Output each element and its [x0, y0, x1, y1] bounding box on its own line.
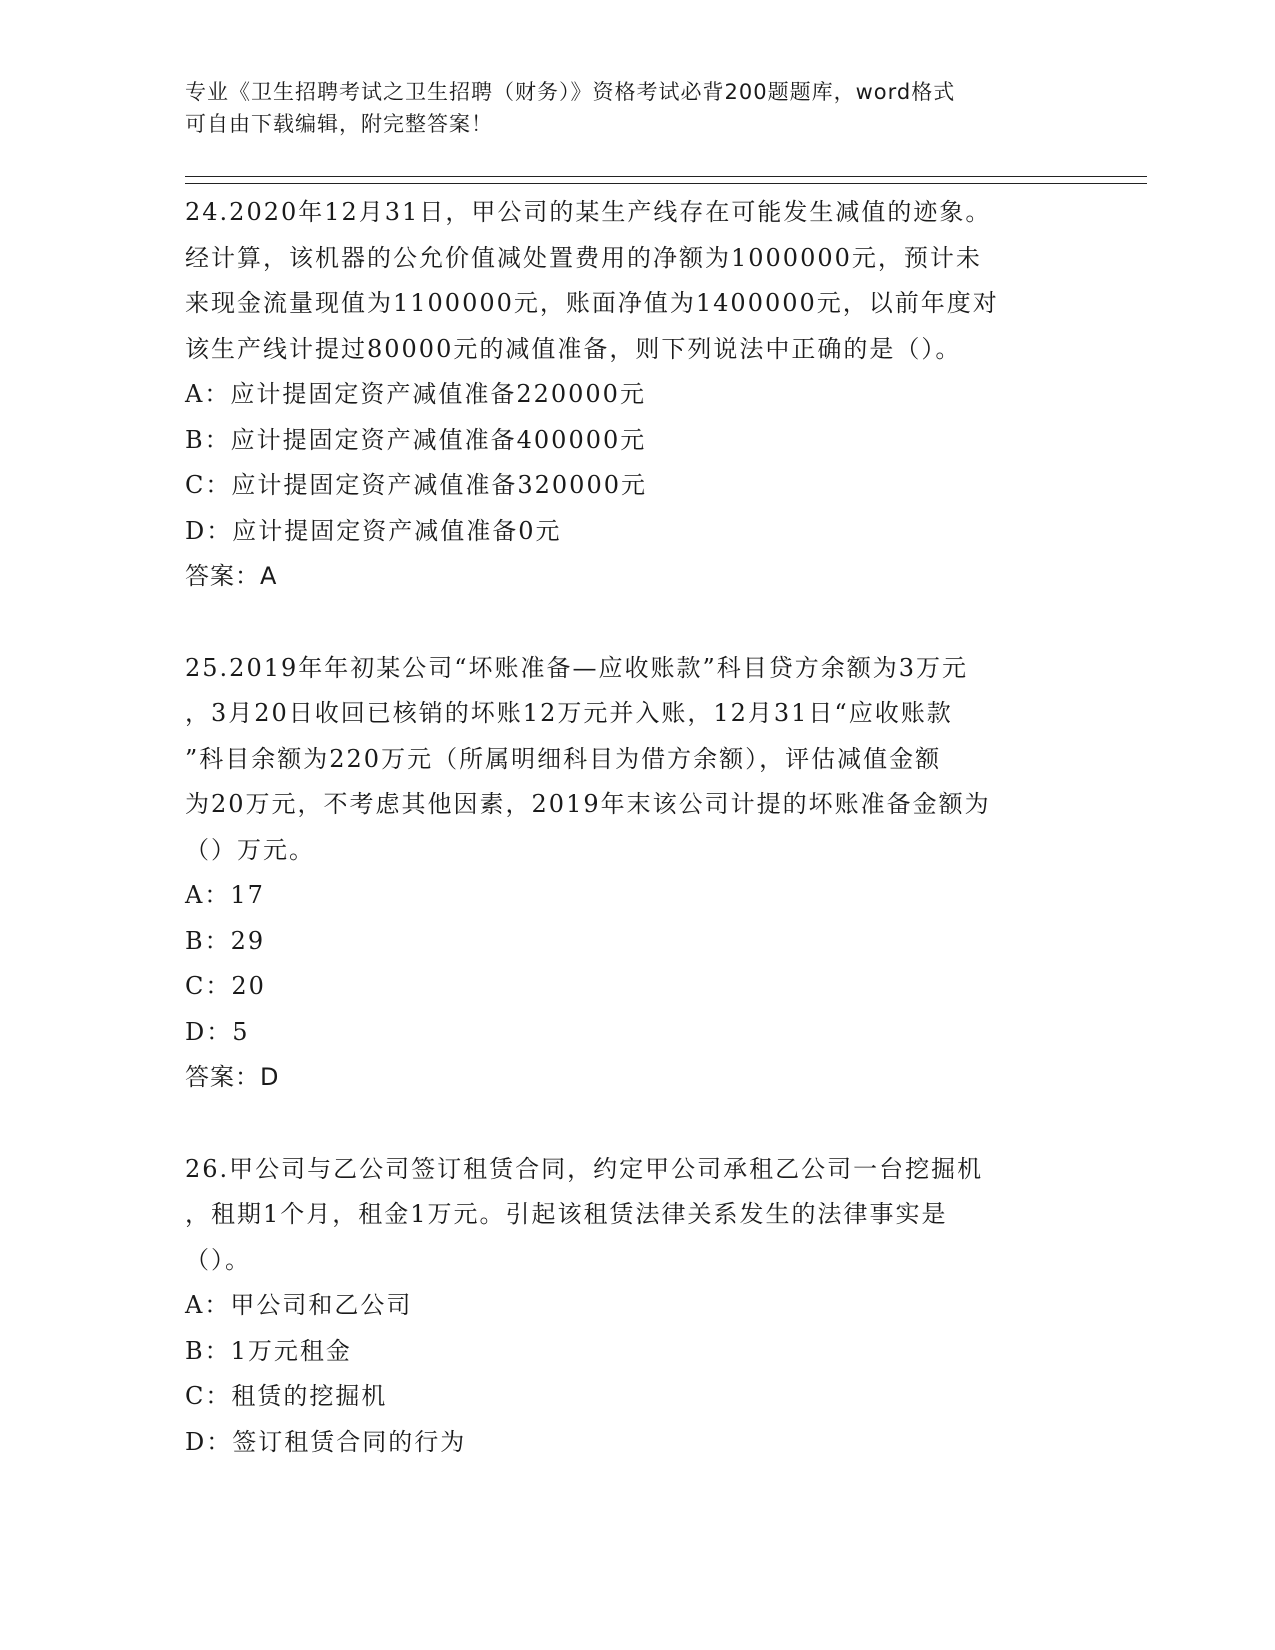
question-stem-line: ，3月20日收回已核销的坏账12万元并入账，12月31日“应收账款: [185, 699, 953, 727]
question-25: [185, 646, 1085, 1101]
option-b: B：应计提固定资产减值准备400000元: [185, 425, 647, 454]
header-double-rule: [185, 176, 1147, 184]
question-stem-line: 为20万元，不考虑其他因素，2019年末该公司计提的坏账准备金额为: [185, 790, 991, 818]
answer-line: 答案：A: [185, 562, 278, 590]
page-header: [185, 76, 1065, 140]
header-line-1: 专业《卫生招聘考试之卫生招聘（财务）》资格考试必背200题题库，word格式: [185, 80, 956, 104]
question-stem-line: （）。: [185, 1245, 251, 1274]
option-b: B：29: [185, 926, 266, 955]
question-stem-line: 来现金流量现值为1100000元，账面净值为1400000元，以前年度对: [185, 289, 999, 317]
question-stem-line: 该生产线计提过80000元的减值准备，则下列说法中正确的是（）。: [185, 334, 962, 363]
question-stem-line: ，租期1个月，租金1万元。引起该租赁法律关系发生的法律事实是: [185, 1200, 948, 1228]
question-stem-line: 经计算，该机器的公允价值减处置费用的净额为1000000元，预计未: [185, 243, 982, 272]
option-d: D：5: [185, 1017, 250, 1046]
question-26: [185, 1147, 1085, 1466]
option-a: A：甲公司和乙公司: [185, 1291, 413, 1319]
option-a: A：17: [185, 881, 265, 909]
option-a: A：应计提固定资产减值准备220000元: [185, 380, 646, 408]
question-stem-line: （）万元。: [185, 835, 315, 864]
question-list: [185, 190, 1085, 1511]
question-stem-line: ”科目余额为220万元（所属明细科目为借方余额），评估减值金额: [185, 744, 942, 773]
header-line-2: 可自由下载编辑，附完整答案！: [185, 112, 493, 136]
option-d: D：签订租赁合同的行为: [185, 1427, 467, 1456]
option-c: C：20: [185, 972, 266, 1000]
question-stem-line: 24.2020年12月31日，甲公司的某生产线存在可能发生减值的迹象。: [185, 198, 992, 226]
question-stem-line: 26.甲公司与乙公司签订租赁合同，约定甲公司承租乙公司一台挖掘机: [185, 1154, 984, 1183]
answer-line: 答案：D: [185, 1063, 280, 1091]
option-d: D：应计提固定资产减值准备0元: [185, 516, 562, 545]
question-24: [185, 190, 1085, 600]
option-c: C：应计提固定资产减值准备320000元: [185, 471, 647, 499]
question-stem-line: 25.2019年年初某公司“坏账准备—应收账款”科目贷方余额为3万元: [185, 653, 969, 682]
option-b: B：1万元租金: [185, 1336, 352, 1365]
option-c: C：租赁的挖掘机: [185, 1382, 388, 1410]
